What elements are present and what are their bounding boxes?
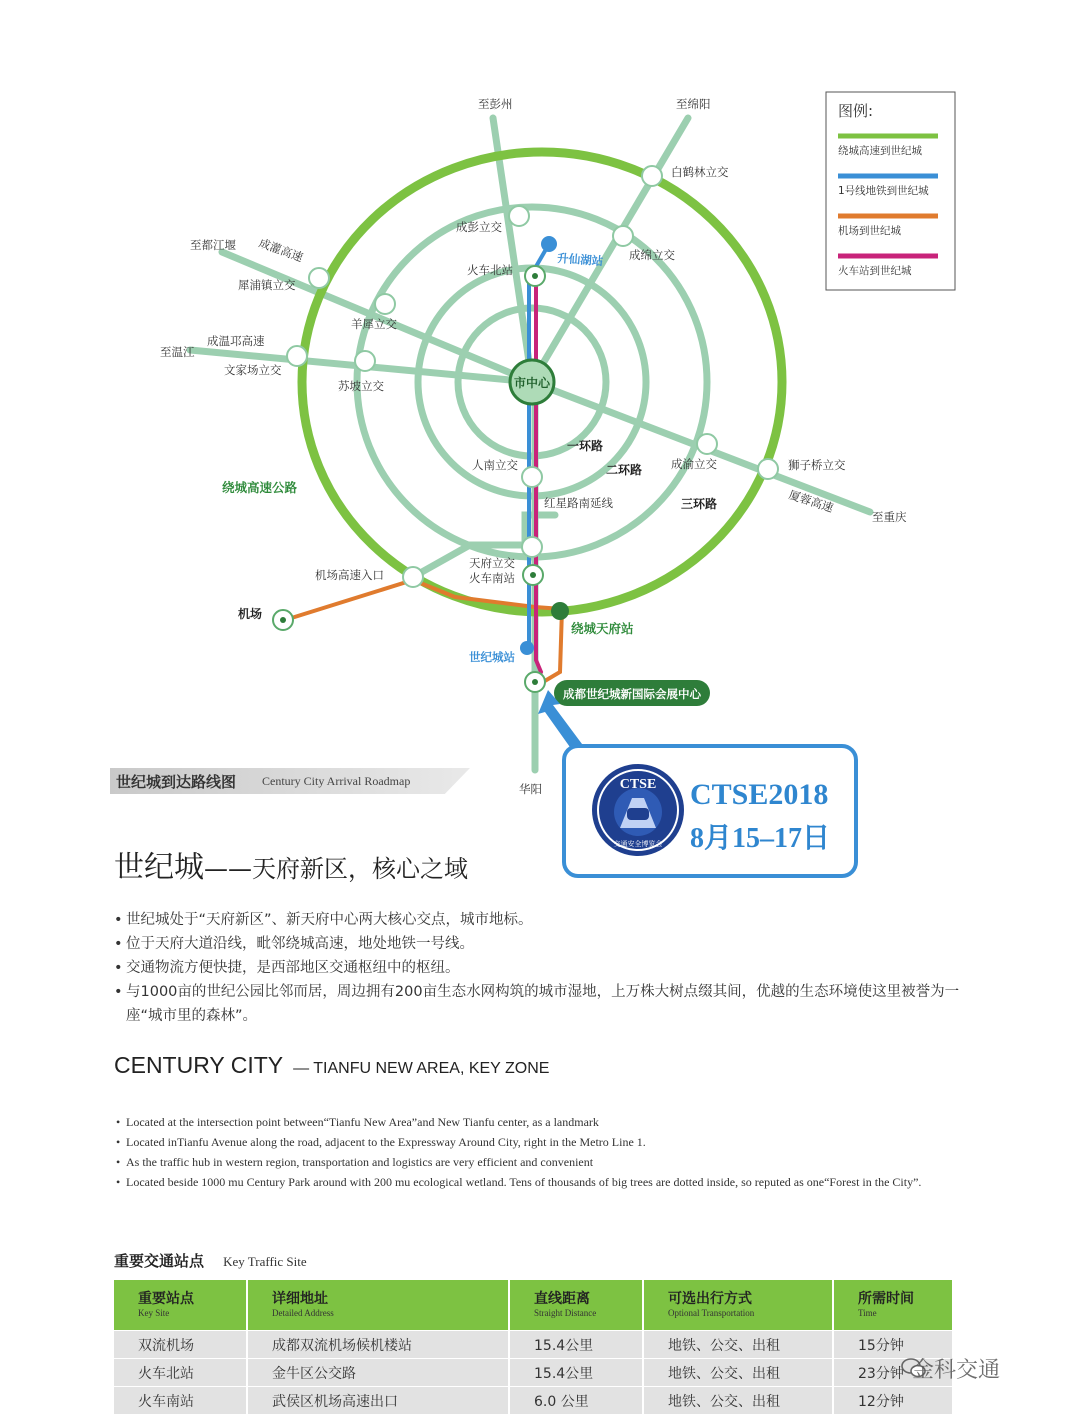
cell-transport: 地铁、公交、出租 — [643, 1331, 833, 1359]
legend-item-label: 1号线地铁到世纪城 — [838, 185, 929, 197]
station-ring-tianfu-marker — [551, 602, 569, 620]
column-header: 可选出行方式 Optional Transportation — [643, 1280, 833, 1331]
bullet-cn: • 世纪城处于“天府新区”、新天府中心两大核心交点，城市地标。 — [114, 908, 974, 932]
cell-address: 成都双流机场候机楼站 — [247, 1331, 509, 1359]
table-title-en: Key Traffic Site — [223, 1254, 307, 1269]
bullet-en: • As the traffic hub in western region, transportation and logistics are very efficient and convenient — [116, 1152, 956, 1172]
label-ring-second: 二环路 — [606, 463, 643, 477]
ctse-logo — [590, 762, 686, 858]
label-shengxianhu: 升仙湖站 — [556, 251, 604, 269]
expo-badge-label: 成都世纪城新国际会展中心 — [563, 687, 701, 701]
label-pengzhou: 至彭州 — [478, 97, 513, 111]
bullet-en: • Located at the intersection point between“Tianfu New Area”and New Tianfu center, as a landmark — [116, 1112, 956, 1132]
key-traffic-table — [114, 1280, 954, 1414]
bullet-en: • Located beside 1000 mu Century Park around with 200 mu ecological wetland. Tens of thousands of big trees are dotted inside, so reputed as one“Forest in the City”. — [116, 1172, 956, 1192]
label-chongqing: 至重庆 — [872, 510, 907, 524]
column-header: 详细地址 Detailed Address — [247, 1280, 509, 1331]
label-tianfu: 天府立交 — [469, 556, 515, 570]
ctse-date: 8月15–17日 — [690, 823, 831, 854]
ctse-logo-sub: 交通安全博览会 — [613, 840, 663, 848]
label-century-city: 世纪城站 — [469, 650, 515, 664]
cell-transport: 地铁、公交、出租 — [643, 1359, 833, 1387]
label-hongxing: 红星路南延线 — [544, 496, 613, 510]
table-row — [114, 1359, 953, 1387]
label-yangxi: 羊犀立交 — [351, 317, 397, 331]
node-xipuzhen — [309, 268, 329, 288]
cell-site: 双流机场 — [114, 1331, 247, 1359]
label-ring-first: 一环路 — [567, 439, 604, 453]
label-huayang: 华阳 — [519, 782, 542, 796]
label-wenjiang: 至温江 — [160, 345, 195, 359]
cell-address: 金牛区公交路 — [247, 1359, 509, 1387]
label-wenjiachang: 文家场立交 — [224, 363, 282, 377]
cell-time: 12分钟 — [833, 1387, 953, 1415]
ctse-name: CTSE2018 — [690, 778, 829, 811]
intro-title-en-main: CENTURY CITY — [114, 1052, 283, 1078]
ctse-logo-text: CTSE — [619, 777, 657, 792]
label-north-railway: 火车北站 — [467, 263, 513, 277]
node-supo — [355, 351, 375, 371]
node-chengpeng — [509, 206, 529, 226]
label-ring-expressway: 绕城高速公路 — [222, 480, 298, 495]
label-rennan: 人南立交 — [472, 458, 518, 472]
node-rennan — [522, 467, 542, 487]
label-chengwenqiong: 成温邛高速 — [207, 334, 265, 348]
cell-time: 15分钟 — [833, 1331, 953, 1359]
intro-bullets-en — [116, 1112, 956, 1192]
cell-transport: 地铁、公交、出租 — [643, 1387, 833, 1415]
label-ring-third: 三环路 — [681, 497, 718, 511]
label-ring-tianfu: 绕城天府站 — [571, 621, 634, 636]
bullet-en: • Located inTianfu Avenue along the road, adjacent to the Expressway Around City, right in the Metro Line 1. — [116, 1132, 956, 1152]
station-century-city-marker — [520, 641, 534, 655]
cell-distance: 15.4公里 — [509, 1331, 643, 1359]
label-city-center: 市中心 — [513, 376, 551, 390]
label-baihelin: 白鹤林立交 — [671, 165, 729, 179]
label-supo: 苏坡立交 — [338, 379, 384, 393]
node-tianfu — [522, 537, 542, 557]
bullet-cn: • 位于天府大道沿线，毗邻绕城高速，地处地铁一号线。 — [114, 932, 974, 956]
node-yangxi — [375, 294, 395, 314]
legend-item-label: 火车站到世纪城 — [838, 265, 912, 277]
intro-title-en-rest: — TIANFU NEW AREA, KEY ZONE — [293, 1060, 550, 1077]
table-title-cn: 重要交通站点 — [114, 1252, 205, 1270]
airport-route — [285, 580, 562, 685]
label-chengmian: 成绵立交 — [629, 248, 675, 262]
label-chengyu: 成渝立交 — [671, 457, 717, 471]
ctse-callout — [562, 744, 858, 878]
table-row — [114, 1387, 953, 1415]
bullet-cn: • 与1000亩的世纪公园比邻而居，周边拥有200亩生态水网构筑的城市湿地，上万株大树点缀其间，优越的生态环境使这里被誉为一座“城市里的森林”。 — [114, 980, 974, 1028]
label-chengguan: 成灌高速 — [256, 235, 305, 265]
cell-site: 火车南站 — [114, 1387, 247, 1415]
node-chengmian — [613, 226, 633, 246]
legend-item-label: 绕城高速到世纪城 — [838, 145, 922, 157]
table-header-row — [114, 1280, 953, 1331]
label-south-railway: 火车南站 — [469, 571, 515, 585]
cell-address: 武侯区机场高速出口 — [247, 1387, 509, 1415]
intro-title-main: 世纪城 — [114, 850, 204, 885]
roadmap-title-cn: 世纪城到达路线图 — [116, 773, 237, 791]
legend-title: 图例: — [838, 102, 874, 120]
station-shengxianhu-marker — [541, 236, 557, 252]
bullet-cn: • 交通物流方便快捷，是西部地区交通枢纽中的枢纽。 — [114, 956, 974, 980]
intro-title-cn — [114, 842, 468, 886]
label-shayu: 厦蓉高速 — [787, 487, 836, 516]
label-mianyang: 至绵阳 — [676, 97, 711, 111]
label-xipuzhen: 犀浦镇立交 — [238, 278, 296, 292]
roadmap-bar — [110, 768, 470, 794]
column-header: 重要站点 Key Site — [114, 1280, 247, 1331]
node-airport-entrance — [403, 567, 423, 587]
cell-distance: 15.4公里 — [509, 1359, 643, 1387]
cell-distance: 6.0 公里 — [509, 1387, 643, 1415]
table-heading — [114, 1250, 307, 1271]
label-airport: 机场 — [238, 607, 263, 621]
label-shiziqiao: 狮子桥立交 — [788, 458, 846, 472]
node-chengyu — [697, 434, 717, 454]
intro-title-en — [114, 1052, 549, 1079]
column-header: 所需时间 Time — [833, 1280, 953, 1331]
node-shiziqiao — [758, 459, 778, 479]
label-chengpeng: 成彭立交 — [456, 220, 502, 234]
label-dujiangyan: 至都江堰 — [190, 238, 236, 252]
table-row — [114, 1331, 953, 1359]
cell-time: 23分钟 — [833, 1359, 953, 1387]
label-airport-entrance: 机场高速入口 — [315, 568, 384, 582]
node-wenjiachang — [287, 346, 307, 366]
watermark: 金科交通 — [912, 1358, 1001, 1383]
legend-item-label: 机场到世纪城 — [838, 225, 901, 237]
roadmap-title-en: Century City Arrival Roadmap — [262, 774, 411, 788]
intro-bullets-cn — [114, 908, 974, 1028]
intro-title-rest: ——天府新区，核心之域 — [204, 855, 468, 883]
column-header: 直线距离 Straight Distance — [509, 1280, 643, 1331]
legend — [826, 92, 955, 290]
node-baihelin — [642, 166, 662, 186]
cell-site: 火车北站 — [114, 1359, 247, 1387]
